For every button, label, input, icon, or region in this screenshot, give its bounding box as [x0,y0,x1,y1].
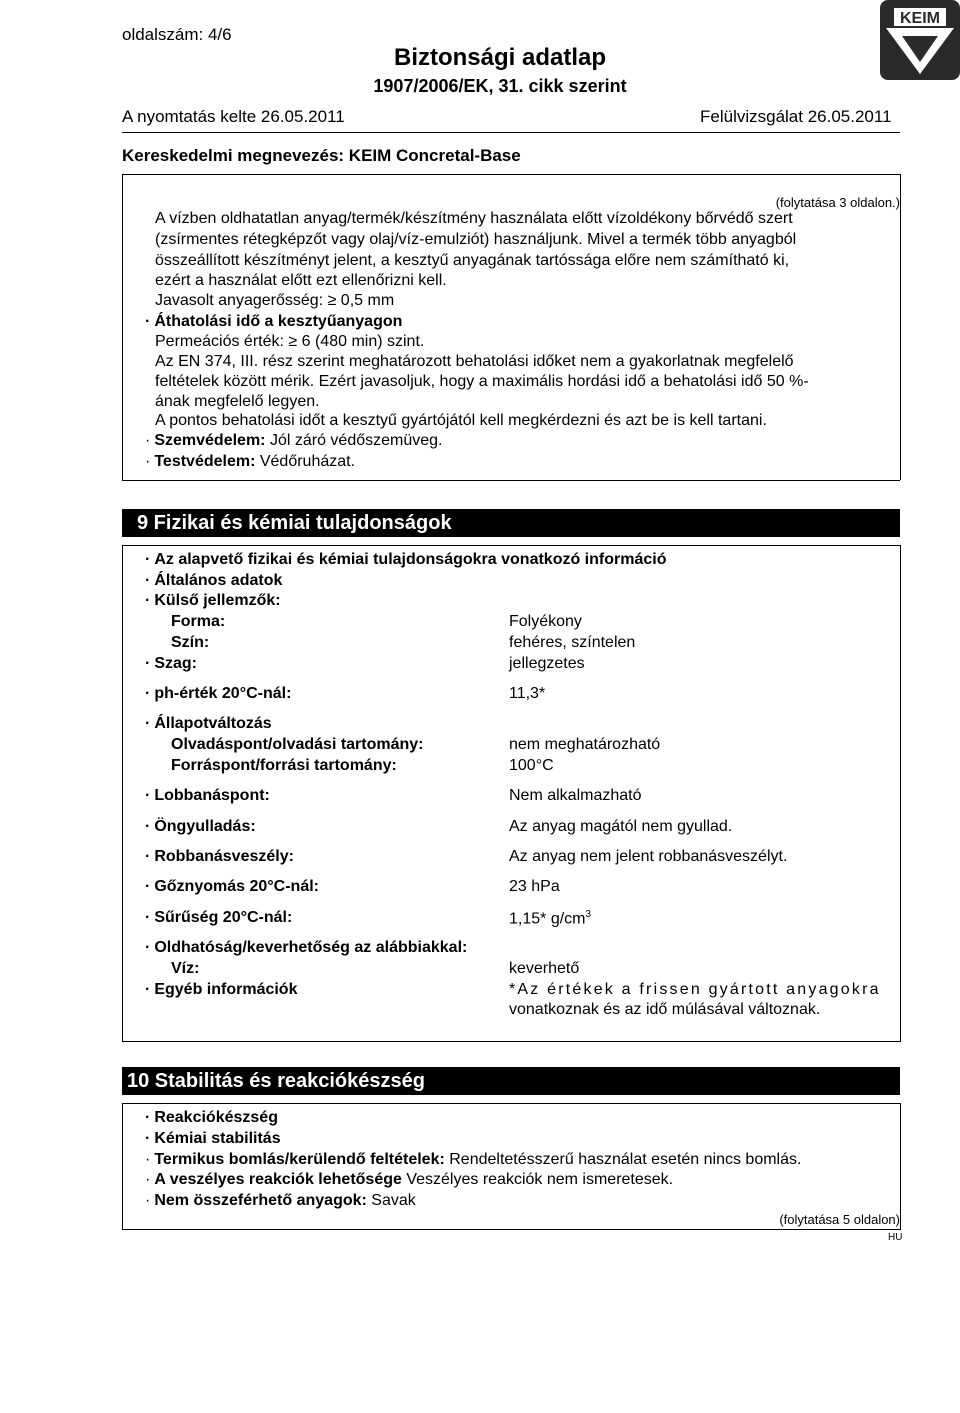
other-info-label: · Egyéb információk [145,981,298,998]
odor-label: · Szag: [145,655,197,672]
ge-symbol: ≥ [327,292,337,309]
ph-value: 11,3* [509,685,546,702]
header-rule-bottom [122,174,900,175]
general-data: · Általános adatok [145,572,283,589]
solubility-label: · Oldhatóság/keverhetőség az alábbiakkal: [145,939,468,956]
section9-top-border [122,545,900,546]
en-line-2: feltételek között mérik. Ezért javasoljuk, hogy a maximális hordási idő a behatolási idő 50 %- [155,373,809,390]
boiling-value: 100°C [509,757,554,774]
review-date: Felülvizsgálat 26.05.2011 [700,107,892,126]
continued-from: (folytatása 3 oldalon.) [775,195,900,210]
boiling-label: Forráspont/forrási tartomány: [171,757,397,774]
section10-header [122,1067,900,1095]
ignition-value: Az anyag magától nem gyullad. [509,818,733,835]
water-value: keverhető [509,960,580,977]
en-line-3: ának megfelelő legyen. [155,393,320,410]
explosion-value: Az anyag nem jelent robbanásveszélyt. [509,848,788,865]
country-code: HU [888,1232,903,1243]
glove-text-line-2: (zsírmentes rétegképzőt vagy olaj/víz-emulziót) használjunk. Mivel a termék több anyagból [155,231,797,248]
density-label: · Sűrűség 20°C-nál: [145,909,293,926]
section8-bottom-border [122,480,900,481]
vapor-value: 23 hPa [509,878,560,895]
section9-header [122,509,900,537]
exact-time-line: A pontos behatolási időt a kesztyű gyártójától kell megkérdezni és azt be is kell tartani. [155,412,767,429]
keim-logo [880,0,960,80]
print-date: A nyomtatás kelte 26.05.2011 [122,107,345,126]
section10-bottom-border [122,1229,900,1230]
section10-title: 10 Stabilitás és reakciókészség [127,1070,425,1092]
ge-symbol-2: ≥ [288,333,298,350]
glove-text-line-3: összeállított készítményt jelent, a kesztyű anyagának tartóssága előre nem számítható ki, [155,252,790,269]
chemical-stability: · Kémiai stabilitás [145,1130,281,1147]
state-change: · Állapotváltozás [145,715,272,732]
section8-right-border [900,174,901,480]
flash-value: Nem alkalmazható [509,787,642,804]
color-value: fehéres, színtelen [509,634,636,651]
header-rule-top [122,132,900,133]
thickness-value: 0,5 mm [340,292,395,309]
ph-label: · ph-érték 20°C-nál: [145,685,292,702]
trade-name: Kereskedelmi megnevezés: KEIM Concretal-Base [122,146,521,165]
hazardous-reactions: · A veszélyes reakciók lehetősége Veszélyes reakciók nem ismeretesek. [145,1171,674,1188]
flash-label: · Lobbanáspont: [145,787,270,804]
section9-bottom-border [122,1041,900,1042]
document-subtitle: 1907/2006/EK, 31. cikk szerint [373,76,627,96]
water-label: Víz: [171,960,200,977]
continued-to: (folytatása 5 oldalon) [779,1212,900,1227]
section9-left-border [122,545,123,1042]
permeation-value: 6 (480 min) szint. [301,333,425,350]
permeation-label: Permeációs érték: [155,333,284,350]
penetration-heading: · Áthatolási idő a kesztyűanyagon [145,313,403,330]
density-value: 1,15* $g/cm^3$ [509,909,592,928]
reactivity: · Reakciókészség [145,1109,278,1126]
color-label: Szín: [171,634,210,651]
other-info-value-2: vonatkoznak és az idő múlásával változnak. [509,1001,821,1018]
form-value: Folyékony [509,613,582,630]
permeation-line [155,333,424,351]
thickness-label: Javasolt anyagerősség: [155,292,324,309]
explosion-label: · Robbanásveszély: [145,848,294,865]
vapor-label: · Gőznyomás 20°C-nál: [145,878,319,895]
logo-text: KEIM [900,10,940,27]
section9-right-border [900,545,901,1042]
incompatible-materials: · Nem összeférhető anyagok: Savak [145,1192,416,1209]
section8-left-border [122,174,123,480]
form-label: Forma: [171,613,226,630]
section10-top-border [122,1103,900,1104]
melting-label: Olvadáspont/olvadási tartomány: [171,736,424,753]
glove-text-line-4: ezért a használat előtt ezt ellenőrizni kell. [155,272,447,289]
glove-text-line-1: A vízben oldhatatlan anyag/termék/készítmény használata előtt vízoldékony bőrvédő szert [155,210,793,227]
eye-protection: · Szemvédelem: Jól záró védőszemüveg. [145,432,443,449]
body-protection: · Testvédelem: Védőruházat. [145,453,356,470]
melting-value: nem meghatározható [509,736,661,753]
thermal-decomposition: · Termikus bomlás/kerülendő feltételek: Rendeltetésszerű használat esetén nincs bomlás. [145,1151,802,1168]
appearance: · Külső jellemzők: [145,592,281,609]
odor-value: jellegzetes [509,655,585,672]
thickness-line [155,292,394,310]
en-line-1: Az EN 374, III. rész szerint meghatározott behatolási időket nem a gyakorlatnak megfelelő [155,353,794,370]
other-info-value-1: *Az értékek a frissen gyártott anyagokra [509,981,881,998]
ignition-label: · Öngyulladás: [145,818,256,835]
page-number: oldalszám: 4/6 [122,25,232,44]
section10-left-border [122,1103,123,1230]
document-title: Biztonsági adatlap [393,44,607,71]
section9-title: 9 Fizikai és kémiai tulajdonságok [137,512,452,534]
basic-info: · Az alapvető fizikai és kémiai tulajdonságokra vonatkozó információ [145,551,667,568]
section10-right-border [900,1103,901,1230]
